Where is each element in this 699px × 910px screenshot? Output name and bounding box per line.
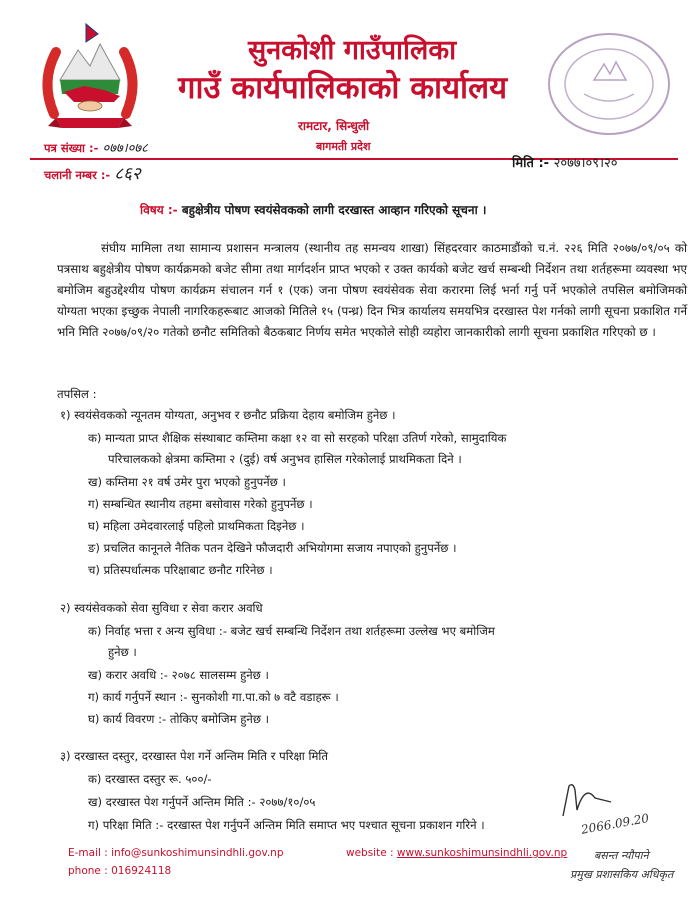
footer-email <box>68 847 284 859</box>
email-label: E-mail : <box>68 847 108 859</box>
body-paragraph: संघीय मामिला तथा सामान्य प्रशासन मन्त्रालय (स्थानीय तह समन्वय शाखा) सिंहदरवार काठमाडौंको च.नं. २२६ मिति २०७७/०९/०५ को पत्रसाथ बहुक्षेत्रीय पोषण कार्यक्रमको बजेट सीमा तथा मार्गदर्शन प्राप्त भएको र उक्त कार्यको बजेट खर्च सम्बन्धी निर्देशन तथा शर्तहरूमा व्यवस्था भए बमोजिम बहुउद्देश्यीय पोषण कार्यक्रम संचालन गर्न १ (एक) जना पोषण स्वयंसेवक सेवा करारमा लिई भर्ना गर्नु पर्ने भएकोले तपसिल बमोजिमको योग्यता भएका इच्छुक नेपाली नागरिकहरूबाट आजको मितिले १५ (पन्ध्र) दिन भित्र कार्यालय समयभित्र दरखास्त पेश गर्नको लागी सूचना प्रकाशित गर्ने भनि मिति २०७७/०९/२० गतेको छनौट समितिको बैठकबाट निर्णय समेत भएकोले सोही व्यहोरा जानकारीको लागी सूचना प्रकाशित गरिएको छ । <box>57 241 687 339</box>
letter-number-label: पत्र संख्या :- <box>44 141 99 155</box>
dispatch-number-value: ८६२ <box>114 164 141 184</box>
signatory-designation: प्रमुख प्रशासकिय अधिकृत <box>570 868 674 881</box>
section-3-item: ख) दरखास्त पेश गर्नुपर्ने अन्तिम मिति :- २०७७/१०/०५ <box>88 795 316 809</box>
nepal-government-emblem-icon <box>34 22 146 134</box>
section-3-item: क) दरखास्त दस्तुर रू. ५००/- <box>88 772 212 786</box>
section-2-item: घ) कार्य विवरण :- तोकिए बमोजिम हुनेछ । <box>88 712 270 726</box>
tapsil-label: तपसिल : <box>57 387 97 401</box>
signatory-name: बसन्त न्यौपाने <box>594 849 649 862</box>
signature-date: 2066.09.20 <box>580 811 651 837</box>
section-2-item: ग) कार्य गर्नुपर्ने स्थान :- सुनकोशी गा.पा.को ७ वटै वडाहरू । <box>88 690 339 704</box>
subject-label: विषय :- <box>140 203 178 217</box>
section-2-item: हुनेछ । <box>108 645 137 659</box>
phone-label: phone : <box>68 865 108 877</box>
footer-phone <box>68 865 171 877</box>
section-1-heading: १) स्वयंसेवकको न्यूनतम योग्यता, अनुभव र छनौट प्रक्रिया देहाय बमोजिम हुनेछ । <box>60 408 396 422</box>
email-value[interactable]: info@sunkoshimunsindhli.gov.np <box>111 847 284 859</box>
section-1-item: ङ) प्रचलित कानूनले नैतिक पतन देखिने फौजदारी अभियोगमा सजाय नपाएको हुनुपर्नेछ । <box>88 541 457 555</box>
subject-line <box>140 201 486 218</box>
section-1-item: क) मान्यता प्राप्त शैक्षिक संस्थाबाट कम्तिमा कक्षा १२ वा सो सरहको परिक्षा उतिर्ण गरेको, सामुदायिक <box>88 431 507 445</box>
section-2-item: क) निर्वाह भत्ता र अन्य सुविधा :- बजेट खर्च सम्बन्धि निर्देशन तथा शर्तहरूमा उल्लेख भए बमोजिम <box>88 624 495 638</box>
dispatch-number-label: चलानी नम्बर :- <box>44 168 111 182</box>
footer-website <box>346 847 567 859</box>
letter-number-value: ०७७।०७८ <box>102 141 148 156</box>
section-3-item: ग) परिक्षा मिति :- दरखास्त पेश गर्नुपर्ने अन्तिम मिति समाप्त भए पश्चात सूचना प्रकाशन गरिने । <box>88 818 485 832</box>
section-2-heading: २) स्वयंसेवकको सेवा सुविधा र सेवा करार अवधि <box>60 601 263 615</box>
letter-number <box>44 138 148 156</box>
section-1-item: च) प्रतिस्पर्धात्मक परिक्षाबाट छनौट गरिनेछ । <box>88 563 273 577</box>
signature-scribble-icon <box>555 780 615 820</box>
website-label: website : <box>346 847 394 859</box>
phone-value: 016924118 <box>111 865 172 877</box>
municipality-name: सुनकोशी गाउँपालिका <box>248 35 457 66</box>
date-label: मिति :- <box>512 156 550 171</box>
letter-date <box>512 153 618 171</box>
section-2-item: ख) करार अवधि :- २०७८ सालसम्म हुनेछ । <box>88 668 269 682</box>
office-seal-stamp-icon <box>544 28 674 138</box>
section-1-item: घ) महिला उमेदवारलाई पहिलो प्राथमिकता दिइनेछ । <box>88 519 305 533</box>
section-1-item: ग) सम्बन्धित स्थानीय तहमा बसोवास गरेको हुनुपर्नेछ । <box>88 497 313 511</box>
notice-body <box>57 238 687 343</box>
section-3-heading: ३) दरखास्त दस्तुर, दरखास्त पेश गर्ने अन्तिम मिति र परिक्षा मिति <box>60 749 328 763</box>
section-1-item: ख) कम्तिमा २१ वर्ष उमेर पुरा भएको हुनुपर्नेछ । <box>88 475 286 489</box>
subject-text: बहुक्षेत्रीय पोषण स्वयंसेवकको लागी दरखास्त आव्हान गरिएको सूचना । <box>181 203 487 217</box>
date-value: २०७७।०९।२० <box>553 156 618 171</box>
website-link[interactable]: www.sunkoshimunsindhli.gov.np <box>396 847 568 859</box>
address-line-2: बागमती प्रदेश <box>316 140 371 153</box>
address-line-1: रामटार, सिन्धुली <box>298 119 370 133</box>
office-name: गाउँ कार्यपालिकाको कार्यालय <box>178 70 508 106</box>
section-1-item: परिचालकको क्षेत्रमा कम्तिमा २ (दुई) वर्ष अनुभव हासिल गरेकोलाई प्राथमिकता दिने । <box>108 452 462 466</box>
dispatch-number <box>44 161 141 184</box>
